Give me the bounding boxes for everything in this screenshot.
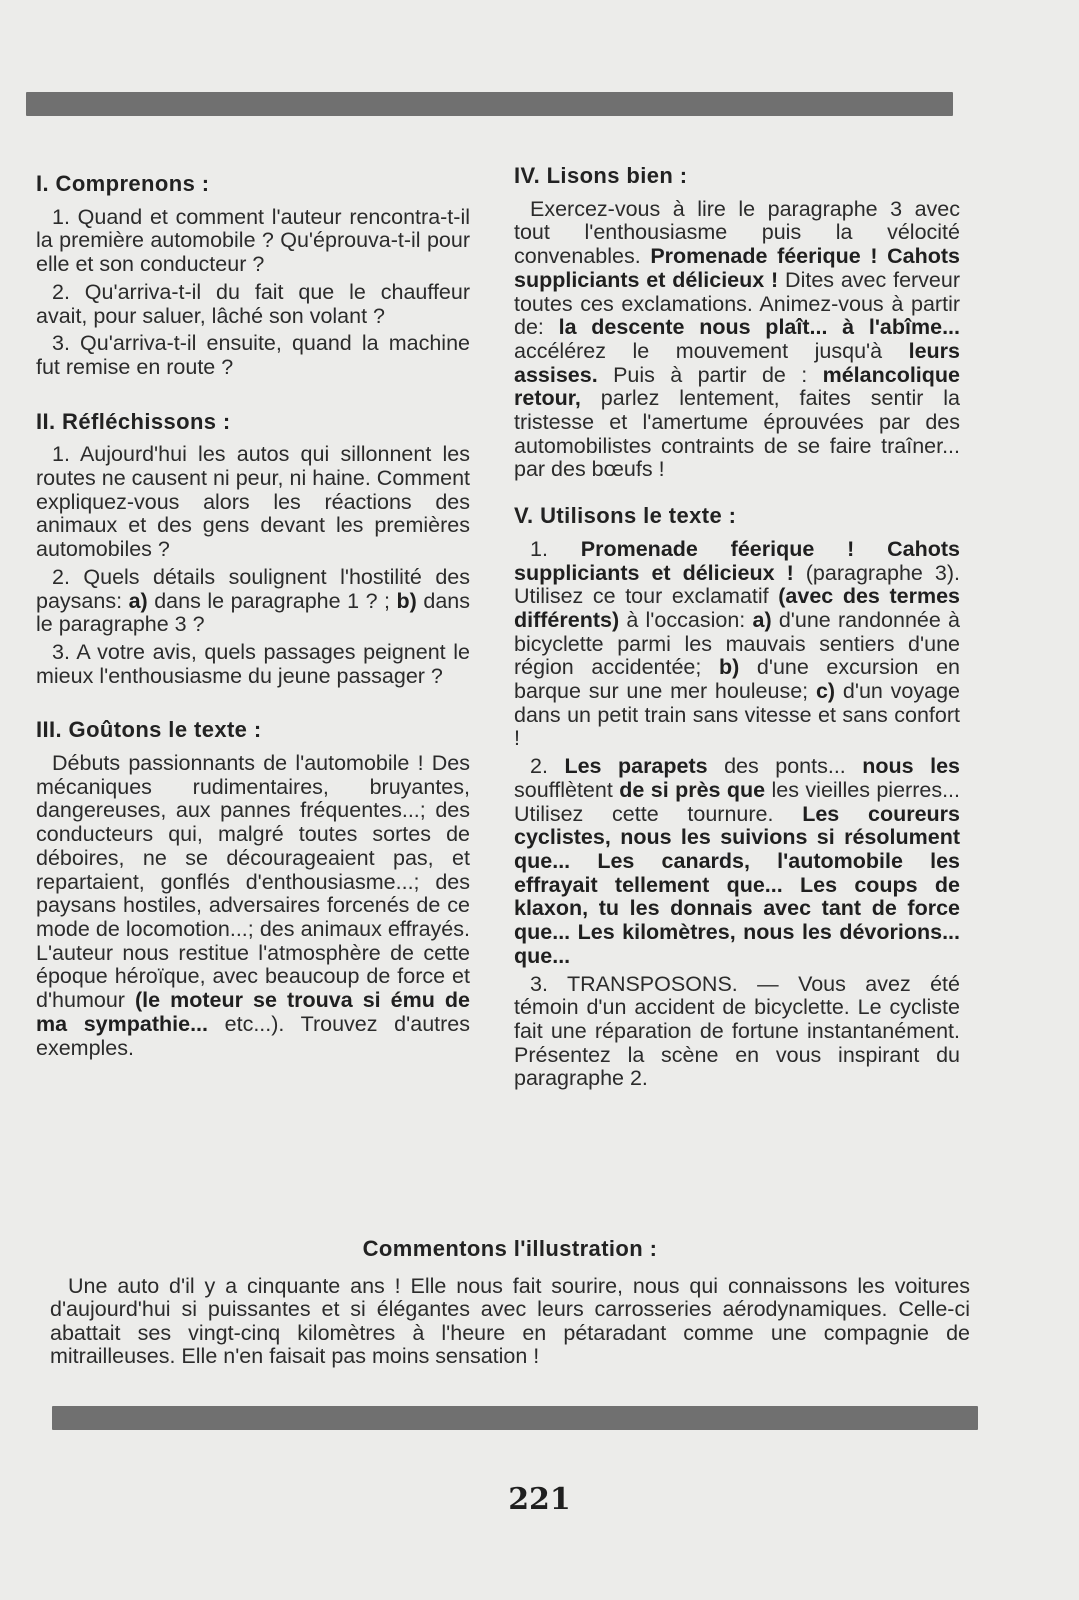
exercise-paragraph: 1. Aujourd'hui les autos qui sillonnent les routes ne causent ni peur, ni haine. Comment expliquez-vous alors les réactions des animaux et des gens devant les premières automobiles ? xyxy=(36,442,470,562)
section-title: II. Réfléchissons : xyxy=(36,408,231,434)
exercise-paragraph: 3. A votre avis, quels passages peignent le mieux l'enthousiasme du jeune passager ? xyxy=(36,639,470,688)
section-title: III. Goûtons le texte : xyxy=(36,717,262,743)
bottom-rule xyxy=(52,1406,978,1430)
exercise-section xyxy=(514,164,960,482)
section-title: IV. Lisons bien : xyxy=(514,163,688,188)
exercise-paragraph: 2. Les parapets des ponts... nous les soufflètent de si près que les vieilles pierres... Utilisez cette tournure. Les coureurs cyclistes, nous les suivions si résolument que... Les canards, l'automobile les effrayait tellement que... Les coups de klaxon, tu les donnais avec tant de force que... Les kilomètres, nous les dévorions... que... xyxy=(514,754,961,968)
section-title: V. Utilisons le texte : xyxy=(514,503,737,529)
exercise-paragraph: 1. Quand et comment l'auteur rencontra-t-il la première automobile ? Qu'éprouva-t-il pour elle et son conducteur ? xyxy=(36,204,470,277)
illustration-commentary xyxy=(50,1237,970,1369)
section-title: I. Comprenons : xyxy=(36,171,210,196)
exercise-paragraph: 2. Quels détails soulignent l'hostilité des paysans: a) dans le paragraphe 1 ? ; b) dans le paragraphe 3 ? xyxy=(36,564,470,637)
illustration-title: Commentons l'illustration : xyxy=(362,1236,658,1261)
exercise-section xyxy=(514,504,960,1091)
exercise-paragraph: Débuts passionnants de l'automobile ! Des mécaniques rudimentaires, bruyantes, dangereuses, aux pannes fréquentes...; des conducteurs qui, malgré toutes sortes de déboires, ne se décourageaient pas, et repartaient, gonflés d'enthousiasme...; des paysans hostiles, adversaires forcenés de ce mode de locomotion...; des animaux effrayés. L'auteur nous restitue l'atmosphère de cette époque héroïque, avec beaucoup de force et d'humour (le moteur se trouva si ému de ma sympathie... etc...). Trouvez d'autres exemples. xyxy=(36,751,470,1060)
exercise-paragraph: 1. Promenade féerique ! Cahots suppliciants et délicieux ! (paragraphe 3). Utilisez ce tour exclamatif (avec des termes différents) à l'occasion: a) d'une randonnée à bicyclette parmi les mauvais sentiers d'une région accidentée; b) d'une excursion en barque sur une mer houleuse; c) d'un voyage dans un petit train sans vitesse et sans confort ! xyxy=(514,536,961,751)
exercise-paragraph: Exercez-vous à lire le paragraphe 3 avec tout l'enthousiasme puis la vélocité convenables. Promenade féerique ! Cahots suppliciants et délicieux ! Dites avec ferveur toutes ces exclamations. Animez-vous à partir de: la descente nous plaît... à l'abîme... accélérez le mouvement jusqu'à leurs assises. Puis à partir de : mélancolique retour, parlez lentement, faites sentir la tristesse et l'amertume éprouvées par des automobilistes contraints de se faire traîner... par des bœufs ! xyxy=(514,196,961,482)
exercise-section xyxy=(36,172,470,380)
exercise-paragraph: 3. TRANSPOSONS. — Vous avez été témoin d'un accident de bicyclette. Le cycliste fait une réparation de fortune instantanément. Présentez la scène en vous inspirant du paragraphe 2. xyxy=(514,971,960,1091)
exercise-section xyxy=(36,410,470,689)
exercise-section xyxy=(36,718,470,1060)
page-number: 221 xyxy=(508,1482,571,1517)
illustration-text: Une auto d'il y a cinquante ans ! Elle nous fait sourire, nous qui connaissons les voitures d'aujourd'hui si puissantes et si élégantes avec leurs carrosseries aérodynamiques. Celle-ci abattait ses vingt-cinq kilomètres à l'heure en pétaradant comme une compagnie de mitrailleuses. Elle n'en faisait pas moins sensation ! xyxy=(50,1273,970,1368)
exercise-paragraph: 2. Qu'arriva-t-il du fait que le chauffeur avait, pour saluer, lâché son volant ? xyxy=(36,279,470,328)
left-column xyxy=(36,172,470,1064)
exercise-paragraph: 3. Qu'arriva-t-il ensuite, quand la machine fut remise en route ? xyxy=(36,331,470,379)
right-column xyxy=(514,164,960,1095)
top-rule xyxy=(26,92,953,116)
